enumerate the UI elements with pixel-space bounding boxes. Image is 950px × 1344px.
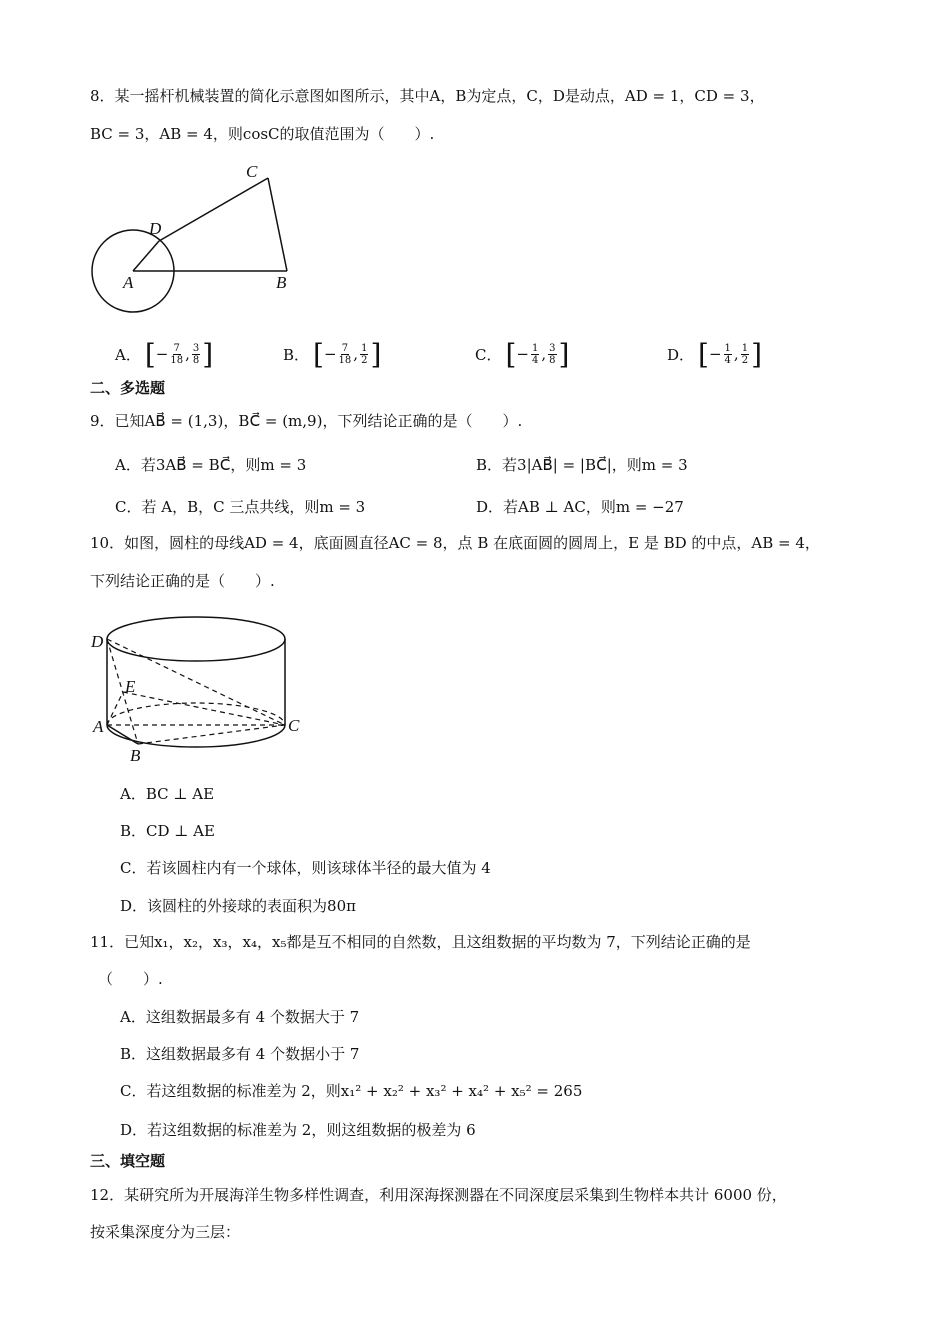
q9-option-b: B．若3|AB⃗| = |BC⃗|，则m = 3 bbox=[476, 456, 688, 474]
q10-option-d: D．该圆柱的外接球的表面积为80π bbox=[120, 897, 356, 915]
q10-stem-line2: 下列结论正确的是（ ）. bbox=[90, 572, 275, 590]
q10-label-d: D bbox=[91, 632, 104, 651]
q11-option-c: C．若这组数据的标准差为 2，则x₁² + x₂² + x₃² + x₄² + x₅² = 265 bbox=[120, 1082, 583, 1100]
q8-label-b: B bbox=[276, 273, 287, 292]
q8-stem-line1: 8．某一摇杆机械装置的简化示意图如图所示，其中A，B为定点，C，D是动点，AD = 1，CD = 3， bbox=[90, 87, 765, 105]
q10-line-ec bbox=[123, 692, 285, 725]
q8-option-a: A． [ − $\frac{7}{18}$ , 3 8 ] bbox=[115, 337, 214, 371]
q8-figure bbox=[85, 158, 305, 318]
q9-option-a: A．若3AB⃗ = BC⃗，则m = 3 bbox=[115, 456, 307, 474]
q11-stem-line1: 11．已知x₁，x₂，x₃，x₄，x₅都是互不相同的自然数，且这组数据的平均数为 7，下列结论正确的是 bbox=[90, 933, 751, 951]
q11-option-b: B．这组数据最多有 4 个数据小于 7 bbox=[120, 1045, 360, 1063]
q8-option-b: B． [ − $\frac{7}{18}$ , 1 2 ] bbox=[283, 337, 382, 371]
q10-stem-line1: 10．如图，圆柱的母线AD = 4，底面圆直径AC = 8，点 B 在底面圆的圆周上，E 是 BD 的中点，AB = 4， bbox=[90, 534, 820, 552]
section-heading-fill-in: 三、填空题 bbox=[90, 1152, 166, 1170]
q10-option-b: B．CD ⊥ AE bbox=[120, 822, 215, 840]
q11-option-d: D．若这组数据的标准差为 2，则这组数据的极差为 6 bbox=[120, 1121, 476, 1139]
q10-top-ellipse bbox=[107, 617, 285, 661]
q8-option-d: D． [ − $\frac{1}{4}$ , 1 2 ] bbox=[667, 337, 763, 371]
q8-label-d: D bbox=[149, 219, 162, 238]
q8-segment-ad bbox=[133, 241, 159, 271]
q10-label-c: C bbox=[288, 716, 300, 735]
q8-segment-dc bbox=[159, 178, 268, 241]
q10-option-c: C．若该圆柱内有一个球体，则该球体半径的最大值为 4 bbox=[120, 859, 491, 877]
q10-label-e: E bbox=[125, 677, 136, 696]
q10-label-b: B bbox=[130, 746, 141, 765]
q10-option-a: A．BC ⊥ AE bbox=[120, 785, 215, 803]
q9-option-d: D．若AB ⊥ AC，则m = −27 bbox=[476, 498, 684, 516]
q10-line-bc bbox=[138, 725, 285, 744]
q8-label-c: C bbox=[246, 162, 258, 181]
q11-option-a: A．这组数据最多有 4 个数据大于 7 bbox=[120, 1008, 360, 1026]
q8-stem-line2: BC = 3，AB = 4，则cosC的取值范围为（ ）. bbox=[90, 125, 435, 143]
q8-segment-cb bbox=[268, 178, 287, 271]
q8-label-a: A bbox=[123, 273, 134, 292]
q10-figure bbox=[88, 610, 313, 770]
section-heading-multiple-choice: 二、多选题 bbox=[90, 379, 166, 397]
q12-stem-line2: 按采集深度分为三层： bbox=[90, 1223, 241, 1241]
q10-label-a: A bbox=[93, 717, 104, 736]
q10-line-ae bbox=[107, 692, 123, 725]
q12-stem-line1: 12．某研究所为开展海洋生物多样性调查，利用深海探测器在不同深度层采集到生物样本共计 6000 份， bbox=[90, 1186, 787, 1204]
q11-stem-line2: （ ）. bbox=[98, 970, 163, 988]
q8-option-c: C． [ − $\frac{1}{4}$ , 3 8 ] bbox=[475, 337, 570, 371]
q9-stem: 9．已知AB⃗ = (1,3)，BC⃗ = (m,9)，下列结论正确的是（ ）. bbox=[90, 412, 523, 430]
q9-option-c: C．若 A，B，C 三点共线，则m = 3 bbox=[115, 498, 366, 516]
